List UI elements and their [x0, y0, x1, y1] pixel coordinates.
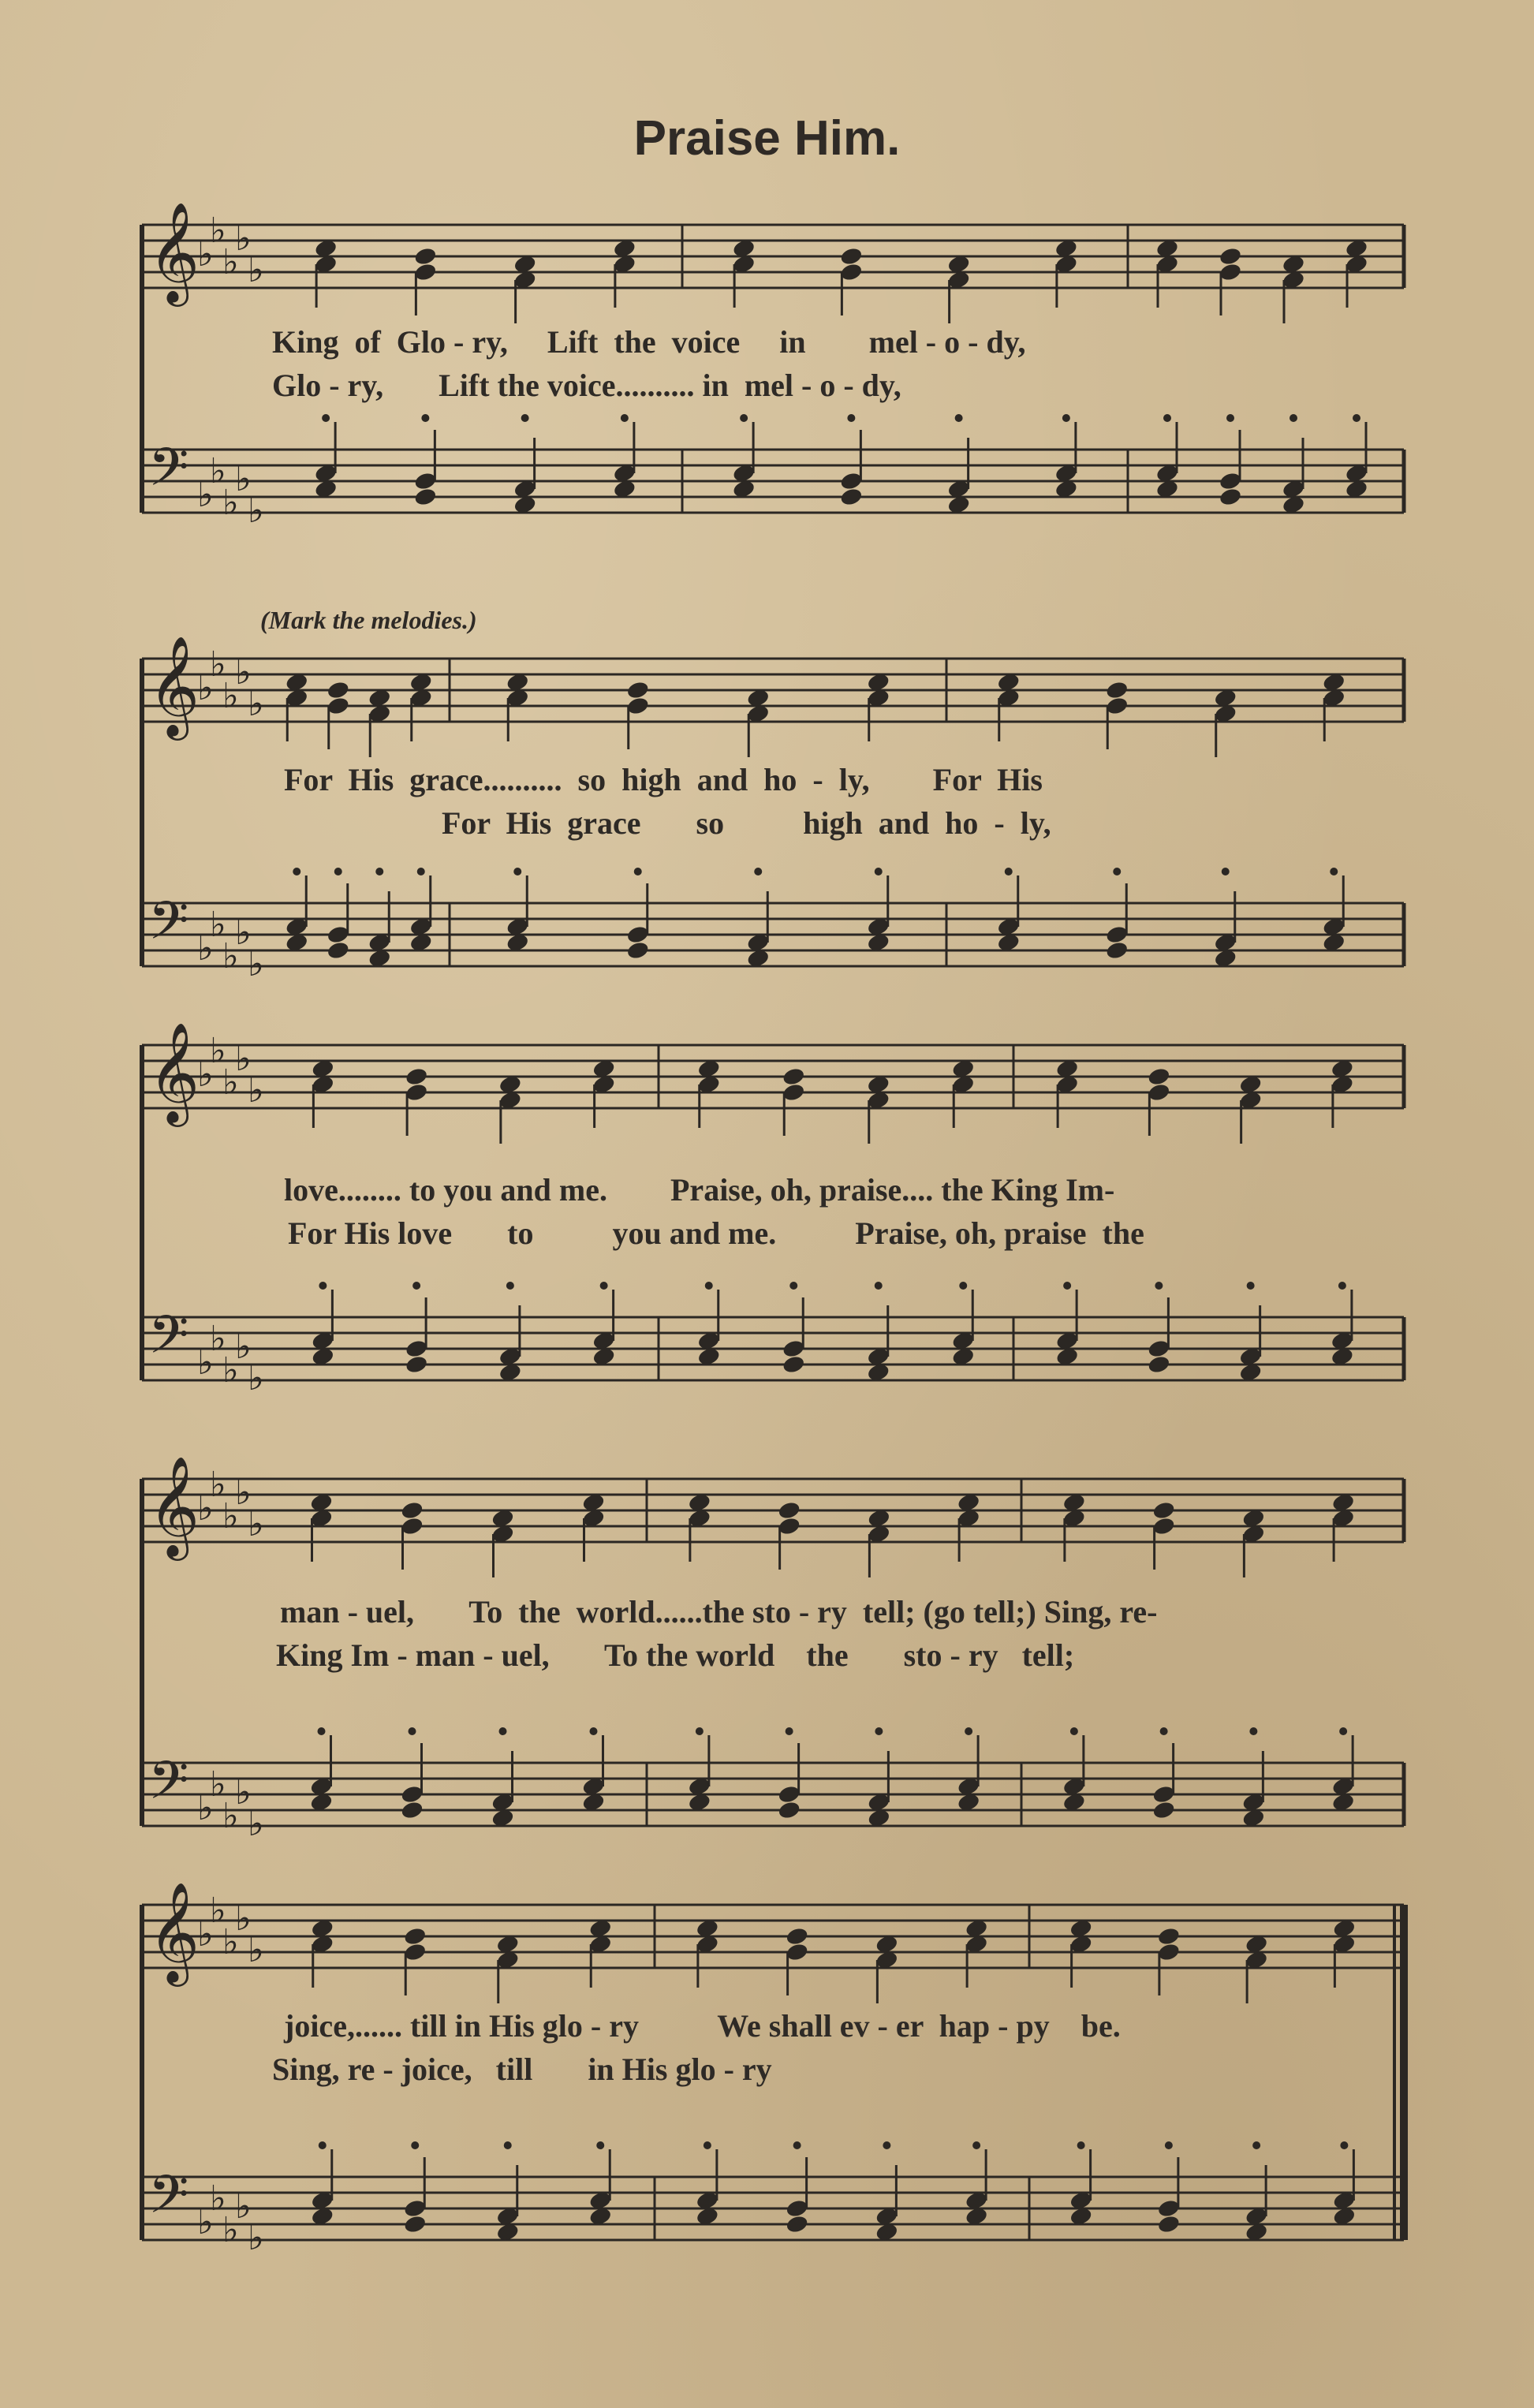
treble-clef-icon: 𝄞 — [148, 1455, 200, 1556]
notehead — [403, 2214, 427, 2234]
bass-clef-icon: 𝄢 — [148, 890, 189, 964]
flat-icon: ♭ — [210, 905, 226, 945]
flat-icon: ♭ — [235, 652, 252, 693]
flat-icon: ♭ — [210, 1891, 226, 1931]
treble-clef-icon: 𝄞 — [148, 635, 200, 736]
staccato-dot — [1160, 1727, 1168, 1735]
notehead — [782, 1066, 806, 1087]
flat-icon: ♭ — [248, 250, 264, 290]
notehead — [1151, 1800, 1176, 1820]
staccato-dot — [1290, 414, 1297, 422]
staccato-dot — [793, 2141, 801, 2149]
staccato-dot — [334, 868, 342, 875]
notes — [314, 238, 636, 323]
notes — [688, 1492, 981, 1577]
staccato-dot — [1252, 2141, 1260, 2149]
staccato-dot — [959, 1282, 967, 1290]
treble-clef-icon: 𝄞 — [148, 201, 200, 302]
notes — [696, 1918, 989, 2003]
notehead — [1151, 1500, 1176, 1521]
flat-icon: ♭ — [210, 451, 226, 491]
flat-icon: ♭ — [197, 1488, 214, 1529]
notehead — [839, 246, 864, 267]
notes — [1069, 1918, 1356, 2003]
notehead — [1219, 487, 1243, 507]
staccato-dot — [704, 2141, 711, 2149]
notehead — [1105, 680, 1129, 700]
notes — [732, 238, 1078, 323]
staccato-dot — [1077, 2141, 1085, 2149]
staccato-dot — [1165, 2141, 1173, 2149]
notehead — [782, 1354, 806, 1375]
staccato-dot — [504, 2141, 512, 2149]
notehead — [1147, 1354, 1171, 1375]
staccato-dot — [1005, 868, 1013, 875]
notehead — [400, 1500, 424, 1521]
notes — [310, 1918, 612, 2003]
notehead — [326, 680, 350, 700]
bass-clef-icon: 𝄢 — [148, 1750, 189, 1824]
flat-icon: ♭ — [222, 676, 239, 716]
staccato-dot — [789, 1282, 797, 1290]
staccato-dot — [875, 1282, 883, 1290]
flat-icon: ♭ — [222, 242, 239, 282]
staccato-dot — [875, 868, 883, 875]
staccato-dot — [705, 1282, 713, 1290]
notes — [1155, 238, 1369, 323]
flat-icon: ♭ — [197, 1788, 214, 1828]
staccato-dot — [1247, 1282, 1255, 1290]
notehead — [777, 1500, 801, 1521]
notehead — [625, 680, 650, 700]
staccato-dot — [409, 1727, 416, 1735]
treble-clef-icon: 𝄞 — [148, 1021, 200, 1122]
staccato-dot — [1338, 1282, 1346, 1290]
flat-icon: ♭ — [248, 2218, 264, 2258]
notehead — [405, 1354, 429, 1375]
staccato-dot — [965, 1727, 972, 1735]
staccato-dot — [1062, 414, 1070, 422]
flat-icon: ♭ — [248, 491, 264, 531]
notes — [1062, 1492, 1356, 1577]
notehead — [400, 1800, 424, 1820]
staccato-dot — [847, 414, 855, 422]
flat-icon: ♭ — [248, 1804, 264, 1844]
flat-icon: ♭ — [235, 459, 252, 499]
bass-clef-icon: 𝄢 — [148, 437, 189, 510]
notehead — [785, 1926, 809, 1947]
staccato-dot — [955, 414, 963, 422]
staccato-dot — [506, 1282, 514, 1290]
flat-icon: ♭ — [248, 1504, 264, 1544]
flat-icon: ♭ — [197, 1914, 214, 1954]
notehead — [1219, 246, 1243, 267]
flat-icon: ♭ — [235, 1772, 252, 1813]
flat-icon: ♭ — [210, 644, 226, 685]
staccato-dot — [1063, 1282, 1071, 1290]
staccato-dot — [1163, 414, 1171, 422]
notes — [506, 672, 890, 757]
lyric-line-lower: King Im - man - uel, To the world the sto - ry tell; — [276, 1637, 1075, 1673]
staccato-dot — [740, 414, 748, 422]
staccato-dot — [634, 868, 642, 875]
lyric-line-upper: man - uel, To the world......the sto - ry tell; (go tell;) Sing, re- — [280, 1594, 1158, 1630]
staccato-dot — [375, 868, 383, 875]
flat-icon: ♭ — [248, 944, 264, 984]
staccato-dot — [319, 2141, 327, 2149]
flat-icon: ♭ — [210, 1319, 226, 1359]
flat-icon: ♭ — [210, 1031, 226, 1071]
treble-staff — [142, 201, 1404, 307]
flat-icon: ♭ — [235, 1898, 252, 1939]
staccato-dot — [417, 868, 425, 875]
performance-note: (Mark the melodies.) — [260, 606, 477, 634]
lyric-line-upper: King of Glo - ry, Lift the voice in mel - o - dy, — [272, 324, 1026, 360]
bass-clef-icon: 𝄢 — [148, 2164, 189, 2238]
staccato-dot — [600, 1282, 608, 1290]
staccato-dot — [883, 2141, 890, 2149]
staccato-dot — [696, 1727, 704, 1735]
staccato-dot — [1353, 414, 1360, 422]
lyric-line-lower: For His love to you and me. Praise, oh, praise the — [288, 1215, 1144, 1251]
staccato-dot — [521, 414, 529, 422]
notehead — [625, 940, 650, 961]
flat-icon: ♭ — [222, 2210, 239, 2250]
staccato-dot — [1222, 868, 1230, 875]
staccato-dot — [621, 414, 629, 422]
staccato-dot — [318, 1727, 326, 1735]
flat-icon: ♭ — [210, 1764, 226, 1805]
staccato-dot — [590, 1727, 598, 1735]
lyric-line-upper: love........ to you and me. Praise, oh, praise.... the King Im- — [284, 1172, 1115, 1208]
bass-clef-icon: 𝄢 — [148, 1305, 189, 1378]
notes — [309, 1492, 606, 1577]
lyric-line-lower: Sing, re - joice, till in His glo - ry — [272, 2051, 772, 2087]
notehead — [1157, 2214, 1181, 2234]
staccato-dot — [754, 868, 762, 875]
notes — [996, 672, 1346, 757]
staccato-dot — [412, 1282, 420, 1290]
flat-icon: ♭ — [248, 1930, 264, 1970]
flat-icon: ♭ — [197, 475, 214, 515]
flat-icon: ♭ — [235, 218, 252, 259]
staccato-dot — [513, 868, 521, 875]
flat-icon: ♭ — [248, 1358, 264, 1398]
staccato-dot — [293, 868, 300, 875]
notehead — [413, 487, 438, 507]
staccato-dot — [1155, 1282, 1163, 1290]
notehead — [403, 1926, 427, 1947]
treble-clef-icon: 𝄞 — [148, 1881, 200, 1982]
notes — [1055, 1058, 1354, 1144]
flat-icon: ♭ — [222, 936, 239, 976]
staccato-dot — [1249, 1727, 1257, 1735]
staccato-dot — [411, 2141, 419, 2149]
lyric-line-lower: Glo - ry, Lift the voice.......... in mel - o - dy, — [272, 368, 901, 403]
flat-icon: ♭ — [222, 1922, 239, 1962]
flat-icon: ♭ — [222, 1496, 239, 1536]
staccato-dot — [1340, 2141, 1348, 2149]
notes — [696, 1058, 975, 1144]
treble-staff — [142, 1881, 1404, 1987]
notehead — [1105, 940, 1129, 961]
flat-icon: ♭ — [197, 668, 214, 708]
staccato-dot — [319, 1282, 327, 1290]
staccato-dot — [322, 414, 330, 422]
treble-staff — [142, 1455, 1404, 1561]
lyric-line-upper: For His grace.......... so high and ho - ly, For His — [284, 762, 1043, 797]
notehead — [777, 1800, 801, 1820]
notes — [311, 1058, 616, 1144]
lyric-line-lower: For His grace so high and ho - ly, — [442, 805, 1051, 841]
flat-icon: ♭ — [210, 211, 226, 251]
staccato-dot — [596, 2141, 604, 2149]
flat-icon: ♭ — [235, 1473, 252, 1513]
staccato-dot — [875, 1727, 883, 1735]
notehead — [413, 246, 438, 267]
notes — [285, 672, 433, 757]
flat-icon: ♭ — [210, 2178, 226, 2219]
flat-icon: ♭ — [235, 1327, 252, 1367]
notehead — [326, 940, 350, 961]
staccato-dot — [786, 1727, 793, 1735]
flat-icon: ♭ — [197, 2202, 214, 2242]
staccato-dot — [421, 414, 429, 422]
flat-icon: ♭ — [222, 483, 239, 523]
flat-icon: ♭ — [222, 1062, 239, 1103]
flat-icon: ♭ — [222, 1350, 239, 1391]
treble-staff — [142, 1021, 1404, 1127]
notehead — [839, 487, 864, 507]
flat-icon: ♭ — [197, 1055, 214, 1095]
notehead — [1157, 1926, 1181, 1947]
flat-icon: ♭ — [248, 1070, 264, 1111]
flat-icon: ♭ — [235, 913, 252, 953]
flat-icon: ♭ — [197, 928, 214, 969]
lyric-line-upper: joice,...... till in His glo - ry We shall ev - er hap - py be. — [284, 2008, 1121, 2044]
flat-icon: ♭ — [197, 234, 214, 274]
flat-icon: ♭ — [248, 684, 264, 724]
staccato-dot — [1330, 868, 1338, 875]
flat-icon: ♭ — [235, 2186, 252, 2227]
staccato-dot — [1226, 414, 1234, 422]
flat-icon: ♭ — [222, 1796, 239, 1836]
notehead — [785, 2214, 809, 2234]
notehead — [1147, 1066, 1171, 1087]
page-title: Praise Him. — [633, 111, 901, 166]
flat-icon: ♭ — [235, 1039, 252, 1079]
staccato-dot — [499, 1727, 507, 1735]
staccato-dot — [1113, 868, 1121, 875]
staccato-dot — [1070, 1727, 1078, 1735]
flat-icon: ♭ — [210, 1465, 226, 1505]
notehead — [405, 1066, 429, 1087]
staccato-dot — [972, 2141, 980, 2149]
flat-icon: ♭ — [197, 1342, 214, 1383]
staccato-dot — [1339, 1727, 1347, 1735]
